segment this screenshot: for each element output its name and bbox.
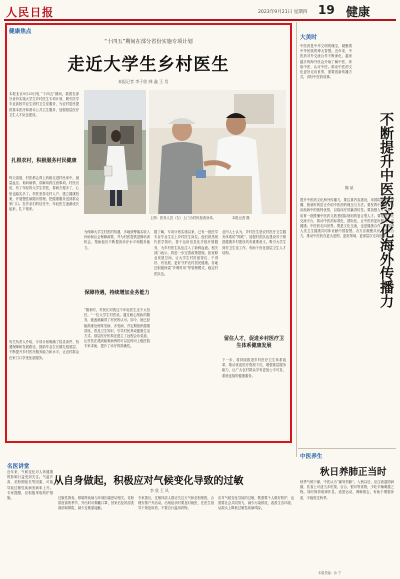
feature-headline: 走近大学生乡村医生: [67, 55, 230, 75]
page-footer-note: 本版责编：孙 宁: [318, 571, 342, 575]
body-text-block: 秋季气候干燥，中医认为“燥易伤肺”。入秋以后，应注意滋阴润肺，饮食上可适当多吃梨、百合、银耳等食物，少吃辛辣刺激之物。同时保持规律作息，适度运动，调畅情志，有助于增强体质，平稳度过秋季。: [300, 480, 394, 500]
masthead-rule: [4, 19, 396, 21]
body-text-block: 专家建议，过敏体质人群应关注天气和花粉预报，合理安排户外活动。出现症状时要及时就医，在医生指导下规范用药，不要自行滥用药物。: [138, 496, 214, 511]
column-divider: [296, 22, 297, 457]
page-name: 健康: [346, 5, 371, 19]
body-text-block: 有关负责人介绍，专项计划明确了招录条件、待遇保障和发展路径，鼓励毕业生长期扎根基层，不断提升乡村医疗服务能力和水平，让农村群众在家门口享受优质服务。: [9, 340, 79, 360]
photo-credit: 本报记者 摄: [232, 216, 250, 220]
right-headline-2: 秋日养肺正当时: [320, 467, 387, 478]
feature-subhead-3: 留住人才，促进乡村医疗卫生体系健康发展: [223, 336, 284, 349]
bottom-headline: 从自身做起，积极应对气候变化导致的过敏: [53, 476, 244, 487]
right-vertical-title: 不断提升中医药文化海外传播力: [378, 112, 394, 308]
body-text-block: 提升中医药文化海外传播力，要注重内容建设，用国际社会听得懂、愿意听的语言介绍中医药的理念与方法。要发挥中医药在防治疾病中的独特优势，以临床疗效赢得信任。要加强人才培养，培育一批既懂中医药又熟悉国际规则的复合型人才。要搭建多元交流平台，推动中医药标准化、国际化，让中医药更好服务人类健康。中医药走向世界，既是文化交流，也是健康合作，为构建人类卫生健康共同体贡献中国智慧。各方应凝聚共识，形成合力，推动中医药在更大范围、更宽领域、更深层次走向世界。: [300, 198, 394, 239]
feature-section-tag: 健康焦点: [9, 29, 32, 35]
issue-date: 2023年9月21日 星期四: [258, 10, 308, 15]
body-text-block: “刚来时，村民们对我这个年轻医生还不太信任。”一位大学生村医说。通过耐心细致的服务，她逐渐赢得了村民的认可。如今，她已经能熟练处理常见病、多发病，并定期组织健康讲座，普及卫生知识，引导村民养成健康生活方式。基层医疗机构还建立了远程会诊渠道，让村医在遇到疑难病例时可以及时向上级医院专家求助，提升了诊疗的准确性。: [84, 308, 150, 349]
body-text-block: 业内人士认为，乡村医生是农村医疗卫生服务体系的“网底”，加强村医队伍建设对于推进健康乡村建设具有重要意义。吸引大学生到村卫生室工作，有助于优化基层卫生人才结构。: [222, 230, 286, 255]
page-number: 19: [318, 3, 335, 17]
feature-subhead-1: 扎根农村，积极服务村民健康: [11, 158, 77, 164]
bottom-section-tag: 名医讲堂: [7, 464, 30, 470]
body-text-block: 应对气候变化导致的过敏，既需要个人做好防护，也需要社会共同努力，减少污染排放，改善生态环境，从源头上降低过敏性疾病风险。: [218, 496, 294, 511]
right-section-tag: 大美时: [300, 35, 317, 41]
body-text-block: 过敏性鼻炎、哮喘等疾病与环境因素密切相关。花粉浓度高的季节，外出时可佩戴口罩，回家后及时清洗面部和鼻腔，减少过敏原接触。: [58, 496, 134, 511]
feature-subhead-2: 保障待遇，持续增加业务能力: [84, 290, 150, 296]
bottom-byline: 李 欣 王 风: [150, 488, 169, 493]
newspaper-logo: 人民日报: [6, 6, 54, 19]
body-text-block: 下一步，将持续推进乡村医疗卫生体系改革，推动优质医疗资源下沉，增强基层服务能力，让广大农村群众享有更加公平可及、系统连续的健康服务。: [222, 358, 286, 378]
body-text-block: 近年来，气候变化对人体健康的影响日益受到关注。气温升高、花粉期延长等因素，可能导致过敏性疾病发病率上升。专家提醒，应积极采取防护措施。: [7, 470, 53, 501]
body-text-block: 本报北京9月20日电 “十四五”期间，我国在部分省份实施大学生乡村医生专项计划，吸引医学专业高校毕业生到村卫生室服务，为农村居民提供基本医疗和基本公共卫生服务，加强基层医疗卫生人才队伍建设。: [9, 92, 79, 117]
body-text-block: 为保障大学生村医的待遇，多地统筹落实收入补助和社会保障政策，并为村医提供进修培训机会，帮助他们不断提高诊疗水平和服务能力。: [84, 230, 150, 250]
feature-kicker: “十四五”期间在部分省份实施专项计划: [104, 39, 193, 45]
body-text-block: 每天清晨，村医都会背上药箱走进村民家中，测量血压、询问病情、讲解用药注意事项。村民们说，有了年轻的大学生村医，看病方便多了，心里也踏实多了。村医坚持走村入户，建立健康档案，开展慢性病随访管理，把健康服务送到群众家门口。在乡亲们的信任中，年轻医生逐渐成长起来，扎下根来。: [9, 176, 79, 212]
feature-photo: [84, 90, 286, 214]
right-section-tag-2: 中医养生: [300, 454, 323, 460]
section-rule: [298, 448, 396, 449]
feature-byline: 本报记者 李子欣 韩 鑫 王 昊: [118, 79, 169, 84]
right-author: 魏 斌: [345, 186, 354, 190]
photo-caption: 上图：医务人员（左）上门为村民检查身体。: [150, 216, 216, 220]
body-text-block: 中医药是中华文明的瑰宝，凝聚着中华民族的博大智慧。近年来，中医药对外交流合作不断深化，越来越多的海外民众开始了解中医、体验中医、认可中医。推动中医药文化更好走向世界，需要创新传播方式，讲好中医药故事。: [300, 44, 352, 80]
body-text-block: 据了解，专项计划实施以来，已有一批医学专业毕业生走上乡村医生岗位。他们熟悉现代医学知识，善于运用信息化手段开展服务，为乡村医生队伍注入了新鲜血液。相关部门表示，将进一步完善政策措施，拓宽职业发展空间，让大学生村医留得住、干得好、有发展，更好守护农村居民健康。各地还积极探索“乡聘村用”等管理模式，稳定村医队伍。: [154, 230, 218, 276]
